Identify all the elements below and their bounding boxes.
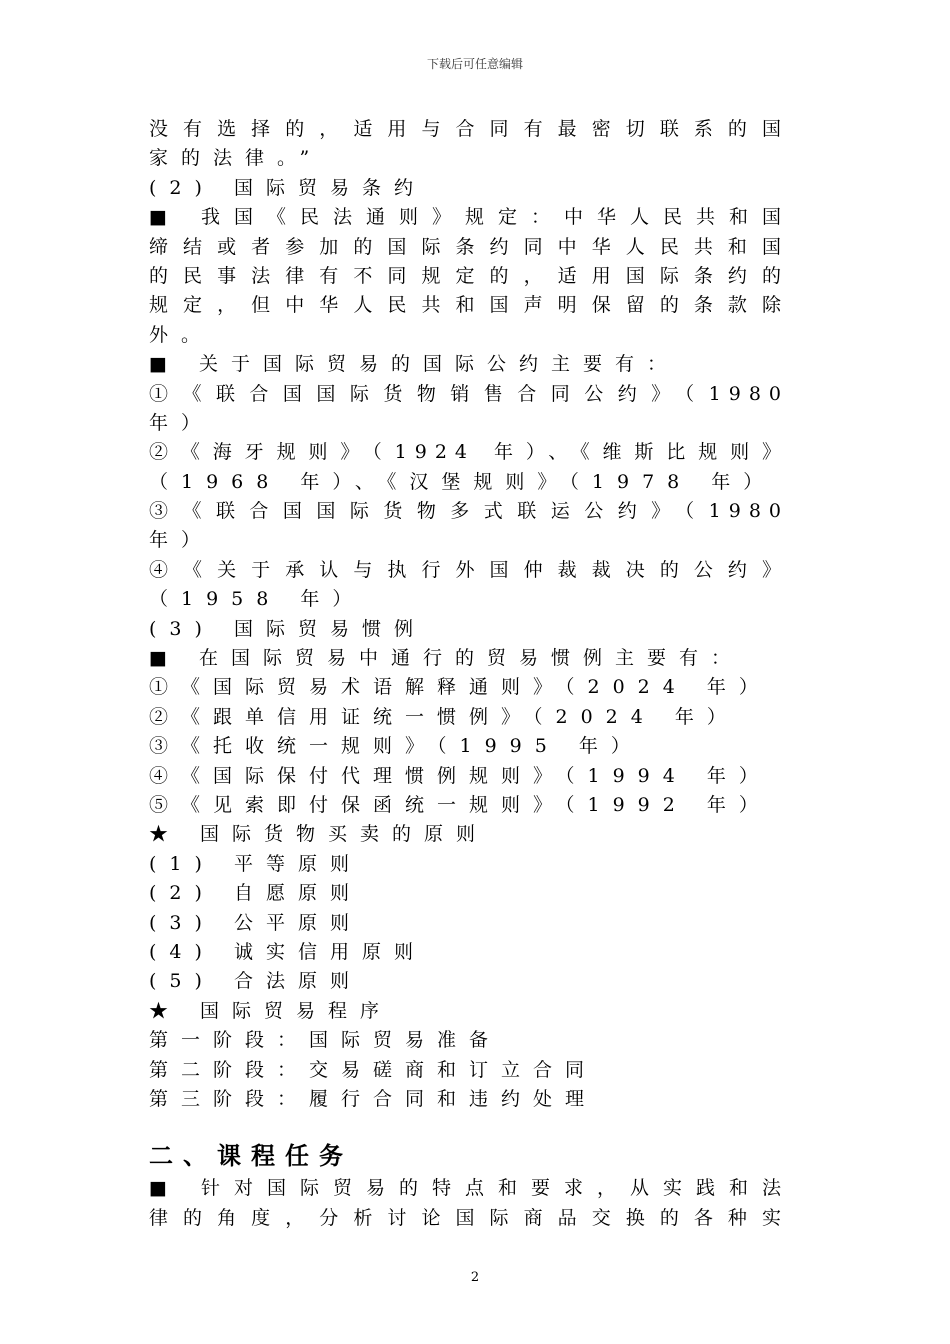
text-line: (4) 诚实信用原则: [149, 940, 426, 963]
text-line: (3) 国际贸易惯例: [149, 617, 426, 640]
text-line: (2) 自愿原则: [149, 882, 362, 905]
text-line: (1) 平等原则: [149, 852, 362, 875]
text-line: 缔结或者参加的国际条约同中华人民共和国: [149, 235, 789, 258]
text-line: 规定，但中华人民共和国声明保留的条款除: [149, 294, 789, 317]
text-line: ②《海牙规则》（1924 年）、《维斯比规则》: [149, 441, 789, 464]
text-line: ④《关于承认与执行外国仲裁裁决的公约》: [149, 558, 789, 581]
text-line: ★ 国际货物买卖的原则: [149, 823, 489, 846]
text-line: (2) 国际贸易条约: [149, 176, 426, 199]
text-line: ①《联合国国际货物销售合同公约》（1980: [149, 382, 789, 405]
text-line: ■ 在国际贸易中通行的贸易惯例主要有：: [149, 647, 743, 670]
text-line: （1958 年）: [149, 588, 365, 611]
text-line: ⑤《见索即付保函统一规则》（1992 年）: [149, 793, 771, 816]
text-line: 第一阶段：国际贸易准备: [149, 1029, 502, 1052]
text-line: ①《国际贸易术语解释通则》（2024 年）: [149, 676, 771, 699]
text-line: ■ 关于国际贸易的国际公约主要有：: [149, 353, 679, 376]
body-text: [149, 115, 789, 1114]
text-line: (3) 公平原则: [149, 911, 362, 934]
text-line: ②《跟单信用证统一惯例》（2024 年）: [149, 705, 739, 728]
text-line: (5) 合法原则: [149, 970, 362, 993]
text-line: 没有选择的，适用与合同有最密切联系的国: [149, 118, 789, 140]
text-line: ■ 针对国际贸易的特点和要求，从实践和法: [149, 1177, 789, 1200]
text-line: 第二阶段：交易磋商和订立合同: [149, 1058, 598, 1081]
text-line: ③《联合国国际货物多式联运公约》（1980: [149, 500, 789, 523]
text-line: 的民事法律有不同规定的，适用国际条约的: [149, 264, 789, 287]
text-line: （1968 年）、《汉堡规则》（1978 年）: [149, 470, 776, 493]
page-number: 2: [470, 1270, 480, 1285]
page-header: 下载后可任意编辑: [426, 57, 523, 71]
document-body: [149, 115, 789, 1233]
text-line: 律的角度，分析讨论国际商品交换的各种实: [149, 1206, 789, 1229]
text-line: 外。: [149, 323, 214, 346]
text-line: ★ 国际贸易程序: [149, 999, 393, 1022]
text-line: ④《国际保付代理惯例规则》（1994 年）: [149, 764, 771, 787]
text-line: 年）: [149, 529, 214, 552]
text-line: 第三阶段：履行合同和违约处理: [149, 1087, 598, 1110]
text-line: ■ 我国《民法通则》规定：中华人民共和国: [149, 206, 789, 229]
section-heading: 二、课程任务: [149, 1142, 353, 1171]
text-line: 年）: [149, 411, 214, 434]
section-text: [149, 1174, 789, 1233]
text-line: ③《托收统一规则》（1995 年）: [149, 735, 643, 758]
text-line: 家的法律。”: [149, 147, 323, 170]
